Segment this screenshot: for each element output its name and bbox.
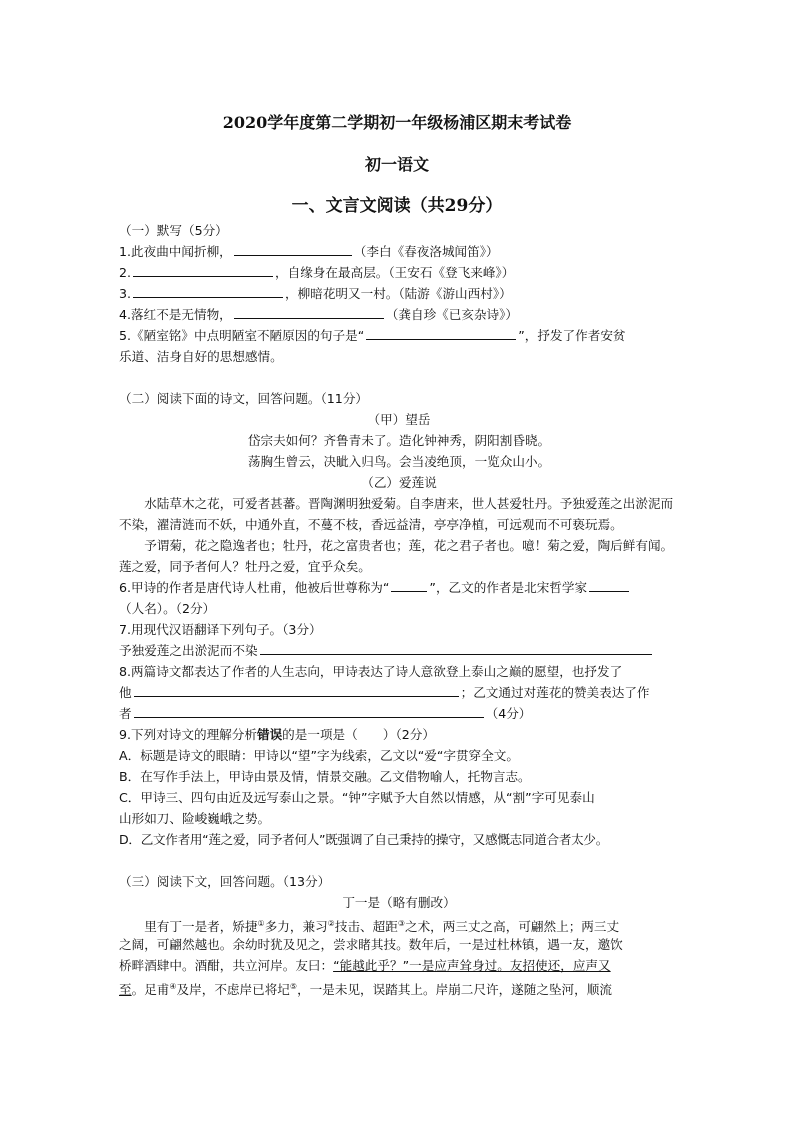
section-title: 一、文言文阅读（共29分） xyxy=(291,196,503,216)
poem-line-2: 荡胸生曾云，决眦入归鸟。会当凌绝顶，一览众山小。 xyxy=(247,454,551,469)
part1-heading: （一）默写（5分） xyxy=(119,223,228,238)
q7-sentence: 予独爱莲之出淤泥而不染 xyxy=(119,643,258,658)
passage-text: 技击、超距 xyxy=(334,919,398,935)
question-2 xyxy=(119,262,679,283)
question-6 xyxy=(119,577,679,598)
passage-text: 。足甫 xyxy=(131,982,170,998)
q9-part-b: 的是一项是（ ）（2分） xyxy=(282,727,435,742)
question-5 xyxy=(119,325,679,346)
poem-line-1: 岱宗夫如何？齐鲁青未了。造化钟神秀，阴阳割昏晓。 xyxy=(247,433,551,448)
footnote-marker: ② xyxy=(327,919,335,928)
answer-blank[interactable] xyxy=(366,325,516,340)
part3-heading: （三）阅读下文，回答问题。（13分） xyxy=(119,874,331,889)
part2-heading: （二）阅读下面的诗文，回答问题。（11分） xyxy=(119,391,369,406)
footnote-marker: ④ xyxy=(169,982,177,991)
question-7-sentence xyxy=(119,640,679,661)
answer-blank[interactable] xyxy=(133,262,273,277)
essay-title: （乙）爱莲说 xyxy=(361,475,437,490)
q9-part-a: 9.下列对诗文的理解分析 xyxy=(119,727,257,742)
footnote-marker: ③ xyxy=(397,919,405,928)
passage-line-1 xyxy=(119,913,679,934)
q8-part-d: 者 xyxy=(119,706,132,721)
footnote-marker: ⑤ xyxy=(289,982,298,991)
underlined-text: 至 xyxy=(119,982,132,998)
question-7: 7.用现代汉语翻译下列句子。（3分） xyxy=(119,622,322,637)
q1-suffix: （李白《春夜洛城闻笛》） xyxy=(353,244,499,259)
passage-text: 之术，两三丈之高，可翩然上；两三丈 xyxy=(404,919,620,935)
question-3 xyxy=(119,283,679,304)
q8-part-b: 他 xyxy=(119,685,132,700)
q8-part-c: ；乙文通过对莲花的赞美表达了作 xyxy=(460,685,650,700)
passage-line-4 xyxy=(119,976,679,997)
question-4 xyxy=(119,304,679,325)
essay-paragraph-1: 水陆草木之花，可爱者甚蕃。晋陶渊明独爱菊。自李唐来，世人甚爱牡丹。予独爱莲之出淤泥而不染，濯清涟而不妖，中通外直，不蔓不枝，香远益清，亭亭净植，可远观而不可亵玩焉。 xyxy=(119,496,674,532)
subject-title: 初一语文 xyxy=(364,155,429,174)
option-b: B．在写作手法上，甲诗由景及情，情景交融。乙文借物喻人，托物言志。 xyxy=(119,769,531,784)
passage-line-2: 之阔，可翩然越也。余幼时犹及见之，尝求睹其技。数年后，一是过杜林镇，遇一友，邀饮 xyxy=(119,937,623,952)
essay-paragraph-2: 予谓菊，花之隐逸者也；牡丹，花之富贵者也；莲，花之君子者也。噫！菊之爱，陶后鲜有闻。莲之爱，同予者何人？牡丹之爱，宜乎众矣。 xyxy=(119,538,674,574)
poem-title: （甲）望岳 xyxy=(367,412,431,427)
passage-title: 丁一是（略有删改） xyxy=(342,895,456,910)
underlined-text: “能越此乎？”一是应声耸身过。友招使还，应声又 xyxy=(333,958,611,973)
answer-blank[interactable] xyxy=(133,283,283,298)
answer-blank[interactable] xyxy=(589,577,629,592)
option-c: C．甲诗三、四句由近及远写泰山之景。“钟”字赋予大自然以情感，从“割”字可见泰山 xyxy=(119,790,595,805)
answer-blank[interactable] xyxy=(234,241,352,256)
question-8: 8.两篇诗文都表达了作者的人生志向，甲诗表达了诗人意欲登上泰山之巅的愿望，也抒发了 xyxy=(119,664,623,679)
answer-blank[interactable] xyxy=(234,304,384,319)
exam-content xyxy=(119,220,679,997)
footnote-marker: ① xyxy=(257,919,265,928)
q2-prefix: 2. xyxy=(119,265,132,280)
passage-text: 里有丁一是者，矫捷 xyxy=(144,919,258,935)
exam-title: 2020学年度第二学期初一年级杨浦区期末考试卷 xyxy=(222,113,572,132)
answer-blank[interactable] xyxy=(391,577,427,592)
q4-prefix: 4.落红不是无情物， xyxy=(119,307,232,322)
question-8-line-2 xyxy=(119,682,679,703)
q6-part-a: 6.甲诗的作者是唐代诗人杜甫，他被后世尊称为“ xyxy=(119,580,390,595)
q6-part-b: ”，乙文的作者是北宋哲学家 xyxy=(429,580,588,595)
option-c-cont: 山形如刀、险峻巍峨之势。 xyxy=(119,811,271,826)
q1-prefix: 1.此夜曲中闻折柳， xyxy=(119,244,232,259)
passage-text: ，一是未见，误踏其上。岸崩二尺许，遂随之坠河，顺流 xyxy=(297,982,612,998)
q2-suffix: ，自缘身在最高层。（王安石《登飞来峰》） xyxy=(275,265,515,280)
passage-line-3 xyxy=(119,955,679,976)
question-1 xyxy=(119,241,679,262)
answer-blank[interactable] xyxy=(260,640,652,655)
question-9 xyxy=(119,724,679,745)
question-5-cont: 乐道、洁身自好的思想感情。 xyxy=(119,349,283,364)
passage-text: 桥畔酒肆中。酒酣，共立河岸。友曰： xyxy=(119,958,334,973)
option-a: A．标题是诗文的眼睛：甲诗以“望”字为线索，乙文以“爱“字贯穿全文。 xyxy=(119,748,519,763)
q9-emphasis: 错误 xyxy=(256,727,283,742)
answer-blank[interactable] xyxy=(134,682,459,697)
answer-blank[interactable] xyxy=(134,703,484,718)
q8-part-e: （4分） xyxy=(485,706,532,721)
q3-prefix: 3. xyxy=(119,286,132,301)
question-8-line-3 xyxy=(119,703,679,724)
passage-text: 及岸，不虑岸已将圮 xyxy=(176,982,290,998)
question-6-cont: （人名）。（2分） xyxy=(119,601,216,616)
q5-suffix: ”，抒发了作者安贫 xyxy=(518,328,626,343)
q5-prefix: 5.《陋室铭》中点明陋室不陋原因的句子是“ xyxy=(119,328,365,343)
q3-suffix: ，柳暗花明又一村。（陆游《游山西村》） xyxy=(285,286,512,301)
q4-suffix: （龚自珍《已亥杂诗》） xyxy=(385,307,519,322)
passage-text: 多力，兼习 xyxy=(264,919,328,935)
option-d: D．乙文作者用“莲之爱，同予者何人”既强调了自己秉持的操守，又感慨志同道合者太少。 xyxy=(119,832,609,847)
